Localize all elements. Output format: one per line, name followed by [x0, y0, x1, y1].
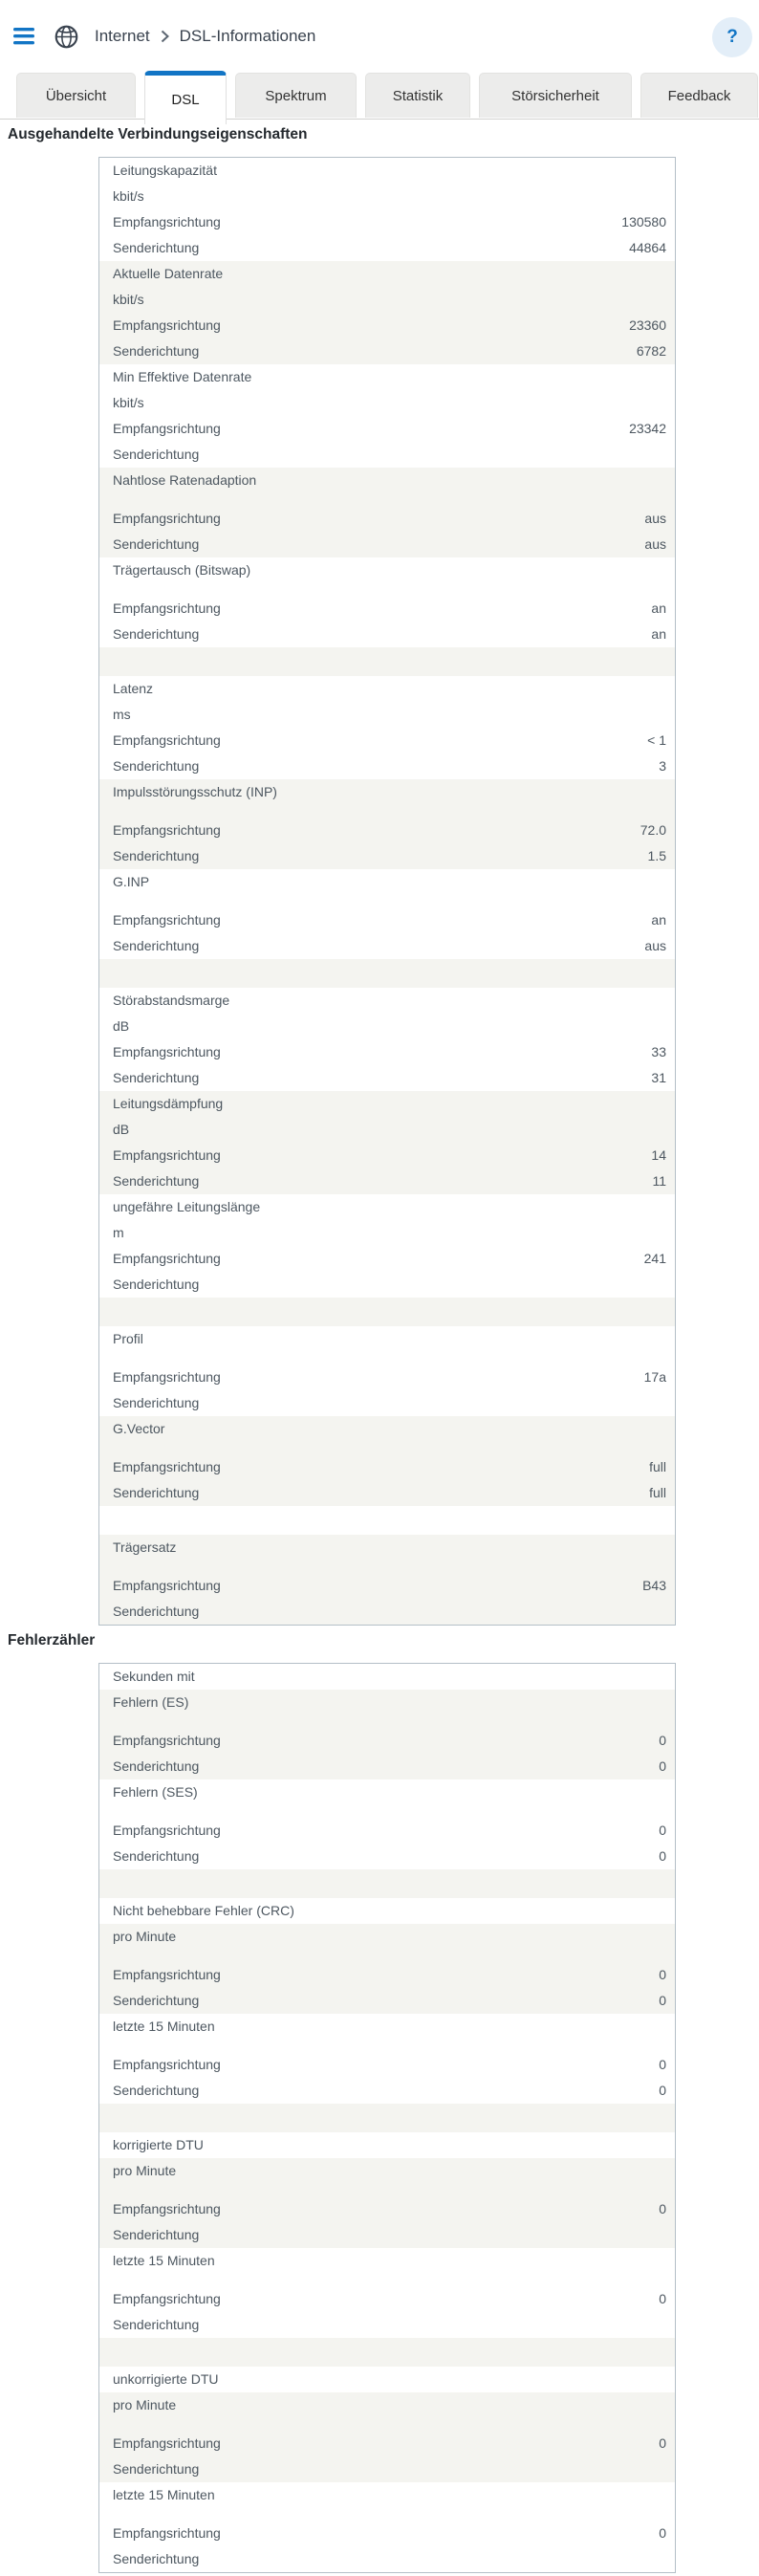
row-value: 0 [659, 2083, 666, 2098]
row-label: Senderichtung [113, 1758, 200, 1774]
group-title: pro Minute [113, 1929, 177, 1944]
unit-spacer [99, 2508, 675, 2521]
row-value: 44864 [629, 240, 666, 255]
group-title: ungefähre Leitungslänge [113, 1199, 261, 1214]
separator-row [99, 1869, 675, 1898]
row-value: an [651, 600, 666, 616]
row-label: Empfangsrichtung [113, 511, 221, 526]
tx-row [99, 1599, 675, 1625]
row-label: Senderichtung [113, 2551, 200, 2566]
row-value: 241 [643, 1251, 666, 1266]
group-unit: ms [113, 707, 131, 722]
table-group [99, 1924, 675, 2014]
data-table [98, 157, 676, 1626]
row-value: 0 [659, 1848, 666, 1864]
rx-row [99, 313, 675, 338]
rx-row [99, 2052, 675, 2078]
tx-row [99, 1065, 675, 1091]
rx-row [99, 728, 675, 753]
row-value: 33 [651, 1044, 666, 1059]
tx-row [99, 442, 675, 468]
row-label: Empfangsrichtung [113, 912, 221, 928]
unit-spacer [99, 2274, 675, 2286]
tx-row [99, 532, 675, 557]
row-value: full [649, 1459, 666, 1474]
row-label: Senderichtung [113, 938, 200, 953]
row-value: 14 [651, 1147, 666, 1163]
unit-spacer [99, 1715, 675, 1728]
table-group [99, 1416, 675, 1506]
separator-row [99, 2104, 675, 2132]
tx-row [99, 1480, 675, 1506]
group-title: Fehlern (SES) [113, 1784, 198, 1800]
group-title: Min Effektive Datenrate [113, 369, 252, 384]
group-title: Leitungsdämpfung [113, 1096, 224, 1111]
row-label: Empfangsrichtung [113, 2435, 221, 2451]
unit-spacer [99, 895, 675, 907]
row-label: Senderichtung [113, 240, 200, 255]
row-value: 0 [659, 2435, 666, 2451]
row-label: Senderichtung [113, 1173, 200, 1189]
row-label: Senderichtung [113, 2317, 200, 2332]
row-label: Empfangsrichtung [113, 1044, 221, 1059]
table-group [99, 988, 675, 1091]
breadcrumb-section[interactable]: Internet [95, 27, 150, 45]
row-label: Empfangsrichtung [113, 600, 221, 616]
rx-row [99, 1573, 675, 1599]
row-value: < 1 [647, 732, 666, 748]
rx-row [99, 2196, 675, 2222]
group-title: Leitungskapazität [113, 163, 217, 178]
row-label: Empfangsrichtung [113, 822, 221, 838]
tx-row [99, 1168, 675, 1194]
row-label: Senderichtung [113, 758, 200, 774]
section-title: Ausgehandelte Verbindungseigenschaften [8, 126, 308, 142]
group-unit: m [113, 1225, 124, 1240]
tx-row [99, 235, 675, 261]
unit-spacer [99, 1950, 675, 1962]
tx-row [99, 1988, 675, 2014]
row-value: 0 [659, 1733, 666, 1748]
tx-row [99, 622, 675, 647]
tx-row [99, 933, 675, 959]
table-group [99, 158, 675, 261]
tx-row [99, 2546, 675, 2572]
group-unit: kbit/s [113, 292, 144, 307]
group-title: pro Minute [113, 2397, 177, 2412]
row-label: Senderichtung [113, 536, 200, 552]
group-title: Aktuelle Datenrate [113, 266, 224, 281]
tx-row [99, 2456, 675, 2482]
unit-spacer [99, 2184, 675, 2196]
row-label: Empfangsrichtung [113, 2201, 221, 2216]
tx-row [99, 2222, 675, 2248]
row-label: Senderichtung [113, 2083, 200, 2098]
row-label: Empfangsrichtung [113, 1733, 221, 1748]
table-group [99, 2158, 675, 2248]
tab-spektrum[interactable]: Spektrum [235, 73, 357, 118]
row-label: Senderichtung [113, 343, 200, 359]
row-label: Empfangsrichtung [113, 214, 221, 229]
tx-row [99, 2312, 675, 2338]
row-label: Empfangsrichtung [113, 317, 221, 333]
unit-spacer [99, 1805, 675, 1818]
rx-row [99, 1454, 675, 1480]
row-value: 1.5 [647, 848, 666, 863]
row-value: B43 [642, 1578, 666, 1593]
group-title: Sekunden mit [113, 1669, 195, 1684]
tab-störsicherheit[interactable]: Störsicherheit [479, 73, 632, 118]
table-group [99, 1779, 675, 1869]
row-label: Senderichtung [113, 1848, 200, 1864]
row-label: Empfangsrichtung [113, 2057, 221, 2072]
table-group [99, 1664, 675, 1690]
group-title: unkorrigierte DTU [113, 2371, 219, 2387]
tx-row [99, 2078, 675, 2104]
row-value: 31 [651, 1070, 666, 1085]
group-title: Profil [113, 1331, 143, 1346]
unit-spacer [99, 583, 675, 596]
row-value: 11 [652, 1173, 666, 1189]
tx-row [99, 753, 675, 779]
rx-row [99, 1818, 675, 1844]
tx-row [99, 1390, 675, 1416]
group-title: Trägersatz [113, 1539, 177, 1555]
unit-spacer [99, 2418, 675, 2431]
tab-feedback[interactable]: Feedback [640, 73, 758, 118]
row-label: Senderichtung [113, 1604, 200, 1619]
table-group [99, 1194, 675, 1298]
row-label: Senderichtung [113, 626, 200, 642]
rx-row [99, 416, 675, 442]
table-group [99, 2482, 675, 2572]
row-label: Empfangsrichtung [113, 1147, 221, 1163]
separator-row [99, 1298, 675, 1326]
table-group [99, 1091, 675, 1194]
table-group [99, 779, 675, 869]
row-label: Empfangsrichtung [113, 1369, 221, 1385]
breadcrumb-page: DSL-Informationen [179, 27, 316, 45]
separator-row [99, 959, 675, 988]
rx-row [99, 596, 675, 622]
tx-row [99, 1844, 675, 1869]
group-title: Nahtlose Ratenadaption [113, 472, 257, 488]
table-group [99, 1690, 675, 1779]
group-title: pro Minute [113, 2163, 177, 2178]
row-value: 6782 [636, 343, 666, 359]
group-title: letzte 15 Minuten [113, 2019, 215, 2034]
section-title: Fehlerzähler [8, 1632, 96, 1648]
separator-row [99, 2338, 675, 2367]
group-title: Latenz [113, 681, 154, 696]
rx-row [99, 907, 675, 933]
rx-row [99, 1728, 675, 1754]
row-label: Senderichtung [113, 1395, 200, 1410]
breadcrumb [95, 27, 315, 46]
table-group [99, 1535, 675, 1625]
row-value: an [651, 912, 666, 928]
tab-statistik[interactable]: Statistik [365, 73, 470, 118]
row-label: Empfangsrichtung [113, 1967, 221, 1982]
group-title: Fehlern (ES) [113, 1694, 189, 1710]
row-value: 0 [659, 2525, 666, 2541]
row-label: Senderichtung [113, 1070, 200, 1085]
row-value: 0 [659, 2201, 666, 2216]
group-title: korrigierte DTU [113, 2137, 204, 2152]
group-title: Störabstandsmarge [113, 993, 230, 1008]
row-value: 0 [659, 2057, 666, 2072]
table-group [99, 468, 675, 557]
group-title: Impulsstörungsschutz (INP) [113, 784, 277, 799]
row-value: full [649, 1485, 666, 1500]
data-table [98, 1663, 676, 2573]
row-value: 3 [659, 758, 666, 774]
row-label: Senderichtung [113, 447, 200, 462]
group-unit: kbit/s [113, 188, 144, 204]
top-header [0, 0, 759, 73]
row-label: Senderichtung [113, 848, 200, 863]
rx-row [99, 2431, 675, 2456]
table-group [99, 2132, 675, 2158]
tab-dsl[interactable]: DSL [144, 71, 227, 124]
group-title: G.Vector [113, 1421, 165, 1436]
table-group [99, 364, 675, 468]
unit-spacer [99, 1442, 675, 1454]
row-value: 72.0 [640, 822, 666, 838]
row-value: aus [644, 536, 666, 552]
rx-row [99, 1143, 675, 1168]
rx-row [99, 209, 675, 235]
menu-icon[interactable] [13, 28, 34, 45]
tab-übersicht[interactable]: Übersicht [16, 73, 136, 118]
row-value: 0 [659, 2291, 666, 2306]
rx-row [99, 506, 675, 532]
row-label: Empfangsrichtung [113, 1459, 221, 1474]
tab-bar [0, 73, 759, 120]
unit-spacer [99, 805, 675, 818]
row-value: 0 [659, 1758, 666, 1774]
row-value: 0 [659, 1993, 666, 2008]
group-title: Nicht behebbare Fehler (CRC) [113, 1903, 294, 1918]
group-title: letzte 15 Minuten [113, 2487, 215, 2502]
row-value: 0 [659, 1967, 666, 1982]
rx-row [99, 1962, 675, 1988]
group-unit: dB [113, 1122, 130, 1137]
row-label: Empfangsrichtung [113, 732, 221, 748]
row-label: Empfangsrichtung [113, 2525, 221, 2541]
table-group [99, 261, 675, 364]
tx-row [99, 843, 675, 869]
group-title: letzte 15 Minuten [113, 2253, 215, 2268]
group-title: G.INP [113, 874, 150, 889]
rx-row [99, 1039, 675, 1065]
row-label: Senderichtung [113, 1277, 200, 1292]
row-label: Senderichtung [113, 1993, 200, 2008]
rx-row [99, 2521, 675, 2546]
rx-row [99, 2286, 675, 2312]
row-value: 130580 [621, 214, 666, 229]
row-label: Empfangsrichtung [113, 421, 221, 436]
row-label: Senderichtung [113, 2461, 200, 2477]
row-value: aus [644, 938, 666, 953]
unit-spacer [99, 493, 675, 506]
row-label: Empfangsrichtung [113, 1251, 221, 1266]
row-value: 23342 [629, 421, 666, 436]
breadcrumb-chevron-icon [161, 30, 169, 43]
row-label: Empfangsrichtung [113, 2291, 221, 2306]
unit-spacer [99, 2040, 675, 2052]
row-label: Senderichtung [113, 2227, 200, 2242]
table-group [99, 869, 675, 959]
row-value: an [651, 626, 666, 642]
separator-row [99, 1506, 675, 1535]
separator-row [99, 647, 675, 676]
table-group [99, 2392, 675, 2482]
table-group [99, 676, 675, 779]
group-unit: kbit/s [113, 395, 144, 410]
table-group [99, 2014, 675, 2104]
table-group [99, 2248, 675, 2338]
row-label: Empfangsrichtung [113, 1578, 221, 1593]
globe-icon [54, 25, 78, 49]
row-label: Empfangsrichtung [113, 1823, 221, 1838]
tx-row [99, 1754, 675, 1779]
group-unit: dB [113, 1018, 130, 1034]
unit-spacer [99, 1352, 675, 1364]
table-group [99, 1898, 675, 1924]
row-label: Senderichtung [113, 1485, 200, 1500]
row-value: 17a [643, 1369, 666, 1385]
tx-row [99, 338, 675, 364]
group-title: Trägertausch (Bitswap) [113, 562, 251, 578]
table-group [99, 2367, 675, 2392]
rx-row [99, 1246, 675, 1272]
content [0, 126, 759, 2573]
row-value: aus [644, 511, 666, 526]
table-group [99, 557, 675, 647]
table-group [99, 1326, 675, 1416]
row-value: 23360 [629, 317, 666, 333]
tx-row [99, 1272, 675, 1298]
rx-row [99, 1364, 675, 1390]
help-icon[interactable]: ? [712, 17, 752, 57]
rx-row [99, 818, 675, 843]
row-value: 0 [659, 1823, 666, 1838]
unit-spacer [99, 1561, 675, 1573]
